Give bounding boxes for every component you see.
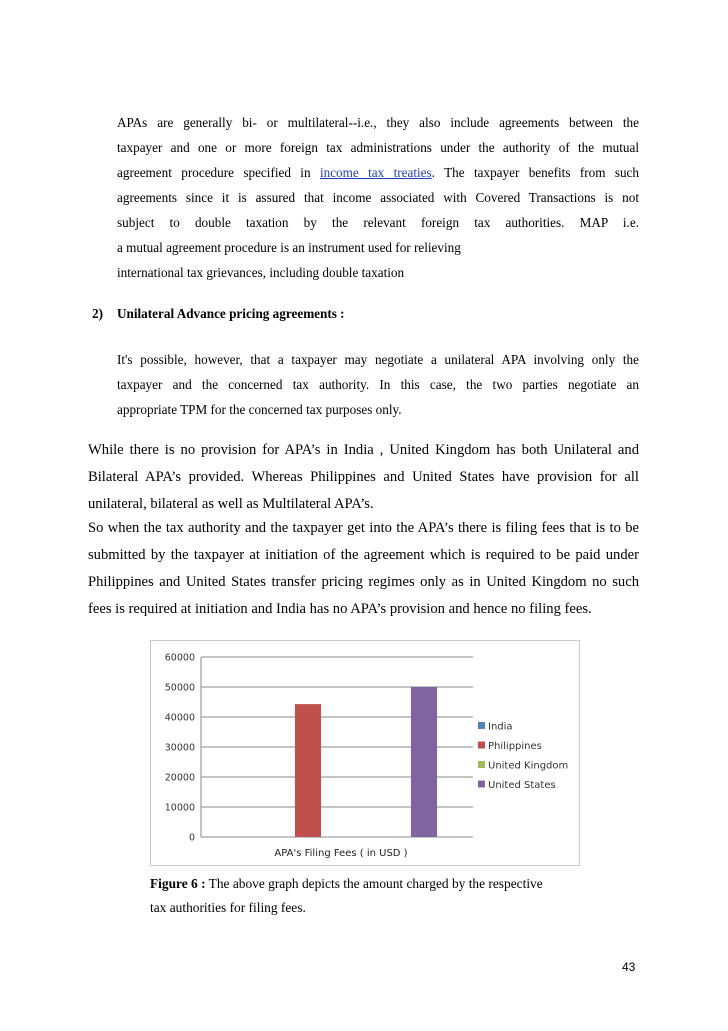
y-tick-label: 10000 [164,802,195,814]
legend-label: Philippines [488,741,542,752]
figure-caption [150,872,543,920]
heading-text: Unilateral Advance pricing agreements : [117,306,345,321]
apa-bilateral-paragraph [117,110,639,285]
y-tick-label: 20000 [164,772,195,784]
paragraph-line: agreements since it is assured that income associated with Covered Transactions is not [117,190,639,205]
legend-swatch [478,781,485,788]
paragraph-line: international tax grievances, including double taxation [117,265,405,280]
caption-label: Figure 6 : [150,876,206,891]
legend-swatch [478,722,485,729]
paragraph-line: It's possible, however, that a taxpayer may negotiate a unilateral APA involving only the [117,352,639,367]
caption-text: tax authorities for filing fees. [150,900,306,915]
chart-canvas [151,641,579,865]
y-tick-label: 40000 [164,712,195,724]
paragraph-line: taxpayer and one or more foreign tax administrations under the authority of the mutual [117,140,639,155]
section-heading-unilateral [92,304,345,324]
legend-swatch [478,761,485,768]
legend-label: United States [488,780,556,791]
paragraph-line: appropriate TPM for the concerned tax purposes only. [117,402,402,417]
paragraph-text: . The taxpayer benefits from such [431,165,639,180]
y-tick-label: 0 [188,832,195,844]
y-tick-label: 30000 [164,742,195,754]
legend-swatch [478,742,485,749]
paragraph-line [117,160,639,185]
x-axis-title: APA's Filing Fees ( in USD ) [274,848,408,859]
apa-provision-paragraph [88,437,639,518]
bar-philippines [295,704,321,837]
paragraph-line: unilateral, bilateral as well as Multilateral APA’s. [88,496,374,512]
paragraph-line: So when the tax authority and the taxpayer get into the APA’s there is filing fees that is to be [88,520,639,536]
paragraph-line: Philippines and United States transfer pricing regimes only as in United Kingdom no such [88,574,639,590]
paragraph-line: subject to double taxation by the relevant foreign tax authorities. MAP i.e. [117,215,639,230]
apa-unilateral-paragraph [117,347,639,422]
y-tick-label: 60000 [164,652,195,664]
page-number: 43 [622,960,636,974]
paragraph-line: fees is required at initiation and India has no APA’s provision and hence no filing fees. [88,601,592,617]
heading-number: 2) [92,306,103,321]
income-tax-treaties-link[interactable]: income tax treaties [319,165,432,180]
legend-label: United Kingdom [488,760,569,772]
paragraph-line: Bilateral APA’s provided. Whereas Philippines and United States have provision for all [88,469,639,485]
paragraph-line: a mutual agreement procedure is an instrument used for relieving [117,240,461,255]
paragraph-line: APAs are generally bi- or multilateral--i.e., they also include agreements between the [117,115,639,130]
paragraph-line: While there is no provision for APA’s in India , United Kingdom has both Unilateral and [88,442,639,458]
caption-text: The above graph depicts the amount charged by the respective [205,876,543,891]
paragraph-text: agreement procedure specified in [117,165,320,180]
bar-united-states [411,687,437,837]
y-tick-label: 50000 [164,682,195,694]
paragraph-line: submitted by the taxpayer at initiation of the agreement which is required to be paid under [88,547,639,563]
legend-label: India [488,721,513,733]
filing-fees-paragraph [88,515,639,623]
paragraph-line: taxpayer and the concerned tax authority. In this case, the two parties negotiate an [117,377,639,392]
filing-fees-chart [150,640,580,866]
